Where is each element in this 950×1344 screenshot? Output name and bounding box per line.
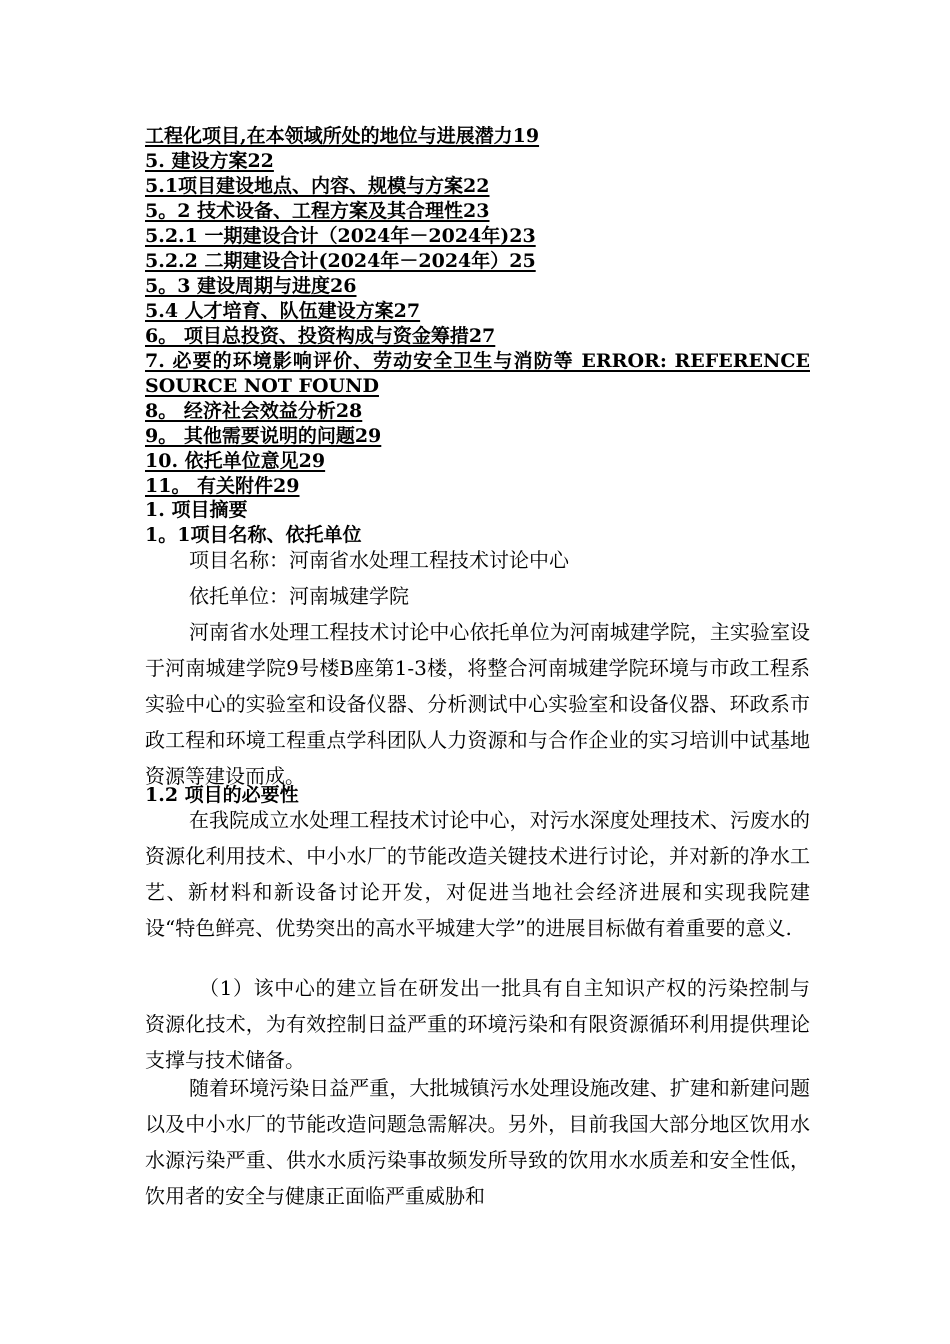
host-unit-text: 依托单位：河南城建学院 xyxy=(189,584,409,608)
toc-entry[interactable]: 8。 经济社会效益分析28 xyxy=(145,400,363,422)
toc-entry[interactable]: 5. 建设方案22 xyxy=(145,150,274,172)
paragraph xyxy=(145,1070,810,1214)
section-heading: 1.2 项目的必要性 xyxy=(145,784,299,806)
toc-entry[interactable]: 5.1项目建设地点、内容、规模与方案22 xyxy=(145,175,490,197)
section-heading: 1. 项目摘要 xyxy=(145,499,248,521)
project-name-text: 项目名称：河南省水处理工程技术讨论中心 xyxy=(189,548,569,572)
paragraph xyxy=(145,970,810,1078)
toc-entry[interactable]: 11。 有关附件29 xyxy=(145,475,300,497)
toc-entry[interactable]: 5。2 技术设备、工程方案及其合理性23 xyxy=(145,200,490,222)
paragraph-text: 河南省水处理工程技术讨论中心依托单位为河南城建学院，主实验室设于河南城建学院9号楼B座第1-3楼，将整合河南城建学院环境与市政工程系实验中心的实验室和设备仪器、分析测试中心实验室和设备仪器、环政系市政工程和环境工程重点学科团队人力资源和与合作企业的实习培训中试基地资源等建设而成。 xyxy=(145,620,810,788)
toc-entry[interactable]: 10. 依托单位意见29 xyxy=(145,450,326,472)
paragraph xyxy=(145,614,810,794)
paragraph-text: 随着环境污染日益严重，大批城镇污水处理设施改建、扩建和新建问题以及中小水厂的节能改造问题急需解决。另外，目前我国大部分地区饮用水水源污染严重、供水水质污染事故频发所导致的饮用水水质差和安全性低，饮用者的安全与健康正面临严重威胁和 xyxy=(145,1076,810,1208)
toc-entry[interactable]: 5.4 人才培育、队伍建设方案27 xyxy=(145,300,421,322)
toc-entry[interactable]: 5.2.1 一期建设合计（2024年－2024年)23 xyxy=(145,225,536,247)
toc-entry[interactable]: 9。 其他需要说明的问题29 xyxy=(145,425,382,447)
toc-entry[interactable]: 6。 项目总投资、投资构成与资金筹措27 xyxy=(145,325,496,347)
paragraph xyxy=(145,802,810,946)
toc-entry[interactable]: 5.2.2 二期建设合计(2024年－2024年）25 xyxy=(145,250,536,272)
toc-entry[interactable]: 5。3 建设周期与进度26 xyxy=(145,275,357,297)
toc-entry[interactable]: 工程化项目,在本领域所处的地位与进展潜力19 xyxy=(145,125,540,147)
section-heading: 1。1项目名称、依托单位 xyxy=(145,524,362,546)
table-of-contents xyxy=(145,124,810,499)
project-info xyxy=(145,542,810,614)
paragraph-text: 在我院成立水处理工程技术讨论中心，对污水深度处理技术、污废水的资源化利用技术、中小水厂的节能改造关键技术进行讨论，并对新的净水工艺、新材料和新设备讨论开发，对促进当地社会经济进展和实现我院建设“特色鲜亮、优势突出的高水平城建大学”的进展目标做有着重要的意义. xyxy=(145,808,810,940)
toc-entry[interactable]: 7. 必要的环境影响评价、劳动安全卫生与消防等 ERROR: REFERENCE SOURCE NOT FOUND xyxy=(145,350,810,397)
paragraph-text: （1）该中心的建立旨在研发出一批具有自主知识产权的污染控制与资源化技术，为有效控制日益严重的环境污染和有限资源循环利用提供理论支撑与技术储备。 xyxy=(145,976,810,1072)
